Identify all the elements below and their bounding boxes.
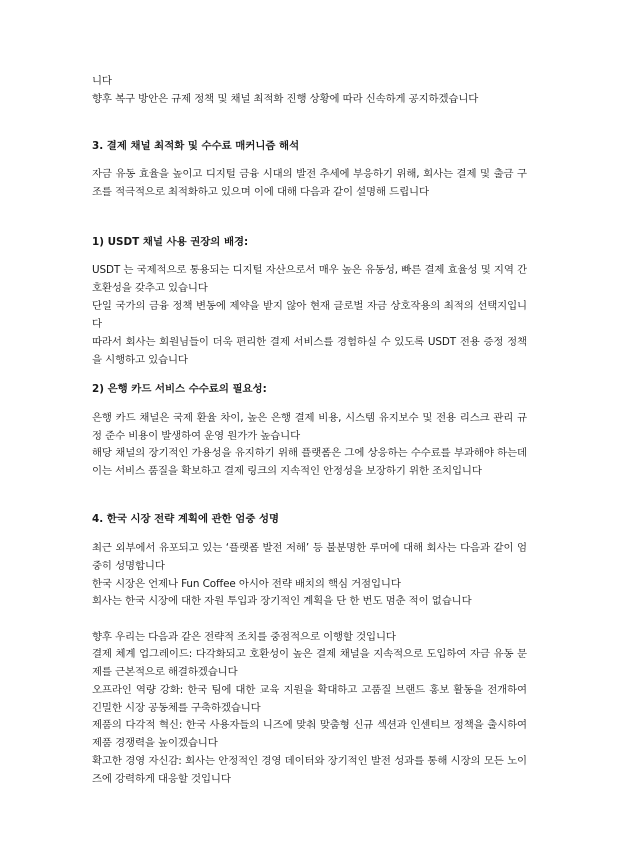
paragraph-statement: 최근 외부에서 유포되고 있는 ‘플랫폼 발전 저해’ 등 불분명한 루머에 대해 회사는 다음과 같이 엄중히 성명합니다 [92,542,527,572]
paragraph-bank-card-2: 해당 채널의 장기적인 가용성을 유지하기 위해 플랫폼은 그에 상응하는 수수료를 부과해야 하는데 이는 서비스 품질을 확보하고 결제 링크의 지속적인 안정성을 보장하기 위한 조치입니다 [92,447,527,477]
paragraph-payment-upgrade: 결제 체계 업그레이드: 다각화되고 호환성이 높은 결제 채널을 지속적으로 도입하여 자금 유동 문제를 근본적으로 해결하겠습니다 [92,648,527,678]
paragraph-offline-capacity: 오프라인 역량 강화: 한국 팀에 대한 교육 지원을 확대하고 고품질 브랜드 홍보 활동을 전개하여 긴밀한 시장 공동체를 구축하겠습니다 [92,684,527,714]
paragraph-management-confidence: 확고한 경영 자신감: 회사는 안정적인 경영 데이터와 장기적인 발전 성과를 통해 시장의 모든 노이즈에 강력하게 대응할 것입니다 [92,755,527,785]
paragraph-usdt-1: USDT 는 국제적으로 통용되는 디지털 자산으로서 매우 높은 유동성, 빠른 결제 효율성 및 지역 간 호환성을 갖추고 있습니다 [92,264,527,294]
paragraph-korea-investment: 회사는 한국 시장에 대한 자원 투입과 장기적인 계획을 단 한 번도 멈춘 적이 없습니다 [92,595,472,607]
paragraph-usdt-2: 단일 국가의 금융 정책 변동에 제약을 받지 않아 현재 글로벌 자금 상호작용의 최적의 선택지입니다 [92,300,527,330]
paragraph-product-innovation: 제품의 다각적 혁신: 한국 사용자들의 니즈에 맞춰 맞춤형 신규 섹션과 인센티브 정책을 출시하여 제품 경쟁력을 높이겠습니다 [92,719,527,749]
section-heading-4: 4. 한국 시장 전략 계획에 관한 엄중 성명 [92,513,280,525]
continuation-line: 니다 [92,75,112,87]
paragraph-bank-card-1: 은행 카드 채널은 국제 환율 차이, 높은 은행 결제 비용, 시스템 유지보수 및 전용 리스크 관리 규정 준수 비용이 발생하여 운영 원가가 높습니다 [92,412,527,442]
paragraph-recovery-notice: 향후 복구 방안은 규제 정책 및 채널 최적화 진행 상황에 따라 신속하게 공지하겠습니다 [92,93,479,105]
paragraph-korea-hub: 한국 시장은 언제나 Fun Coffee 아시아 전략 배치의 핵심 거점입니다 [92,578,401,590]
section-heading-3: 3. 결제 채널 최적화 및 수수료 매커니즘 해석 [92,140,300,152]
paragraph-usdt-3: 따라서 회사는 회원님들이 더욱 편리한 결제 서비스를 경험하실 수 있도록 USDT 전용 증정 정책을 시행하고 있습니다 [92,336,527,366]
subheading-bank-card-fee: 2) 은행 카드 서비스 수수료의 필요성: [92,383,267,395]
paragraph-strategic-measures: 향후 우리는 다음과 같은 전략적 조치를 중점적으로 이행할 것입니다 [92,631,396,643]
paragraph-section-3-intro: 자금 유동 효율을 높이고 디지털 금융 시대의 발전 추세에 부응하기 위해, 회사는 결제 및 출금 구조를 적극적으로 최적화하고 있으며 이에 대해 다음과 같이 설명해 드립니다 [92,168,527,198]
subheading-usdt-background: 1) USDT 채널 사용 권장의 배경: [92,236,249,248]
